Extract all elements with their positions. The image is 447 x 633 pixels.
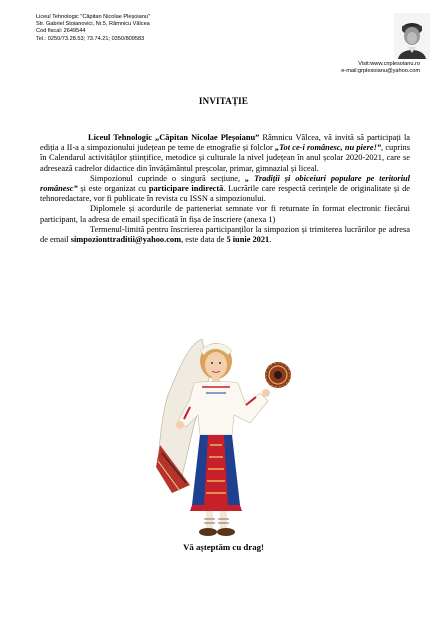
school-address: Str. Gabriel Stoianovici, Nr.5, Râmnicu Vâlcea bbox=[36, 21, 150, 28]
fiscal-code: Cod fiscal: 2649544 bbox=[36, 28, 86, 35]
paragraph-diplomas: Diplomele și acordurile de parteneriat semnate vor fi returnate în format electronic fiecărui participant, la adresa de email specificată în fișa de înscriere (anexa 1) bbox=[40, 204, 410, 224]
submission-email[interactable]: simpozionttraditii@yahoo.com bbox=[70, 235, 182, 245]
folk-costume-illustration bbox=[150, 335, 298, 543]
section-title: „ Tradiții și obiceiuri populare pe teritoriul românesc” bbox=[40, 173, 411, 194]
paragraph-section bbox=[40, 174, 410, 205]
email-link[interactable]: e-mail:grplesoianu@yahoo.com bbox=[341, 68, 420, 75]
text-span: Termenul-limită pentru înscrierea participanților la simpozion și trimiterea lucrărilor pe adresa de email bbox=[40, 224, 410, 245]
page-title: INVITAȚIE bbox=[198, 96, 249, 106]
website-link[interactable]: Visit:www.cnplesoianu.ro bbox=[358, 61, 420, 67]
text-span: . Lucrările care respectă cerințele de originalitate și de tehnoredactare, vor fi publicate în revista cu ISSN a simpozionului. bbox=[40, 184, 410, 204]
text-span: și este organizat cu bbox=[77, 184, 149, 194]
participation-type: participare indirectă bbox=[148, 184, 224, 194]
school-name: Liceul Tehnologic "Căpitan Nicolae Pleșoianu" bbox=[36, 14, 150, 20]
folklore-motto: „Tot ce-i românesc, nu piere!” bbox=[274, 143, 382, 153]
school-name-bold: Liceul Tehnologic „Căpitan Nicolae Pleșoianu” bbox=[88, 133, 260, 142]
text-span: , cuprins în Calendarul activităților științifice, metodice și culturale la nivel județean în anul școlar 2020-2021, care se adresează cadrelor didactice din învățământul preșcolar, primar, gimnazial și liceal. bbox=[40, 143, 410, 173]
phone-numbers: Tel.: 0250/73.28.53; 73.74.21; 0350/809583 bbox=[36, 35, 145, 42]
invitation-body bbox=[40, 133, 410, 245]
text-span: , este data de bbox=[181, 235, 227, 245]
deadline-date: 5 iunie 2021 bbox=[226, 235, 270, 245]
text-span: Simpozionul cuprinde o singură secțiune, bbox=[90, 173, 246, 183]
paragraph-intro bbox=[40, 133, 410, 174]
school-portrait-logo bbox=[394, 13, 430, 59]
web-contacts bbox=[341, 61, 420, 75]
text-span: Râmnicu Vâlcea, vă invită să participați la ediția a II-a a simpozionului județean pe teme de etnografie și folclor bbox=[40, 133, 411, 153]
paragraph-deadline bbox=[40, 225, 410, 245]
text-span: . bbox=[269, 235, 272, 245]
school-header bbox=[36, 14, 150, 43]
closing-message: Vă așteptăm cu drag! bbox=[183, 542, 264, 552]
